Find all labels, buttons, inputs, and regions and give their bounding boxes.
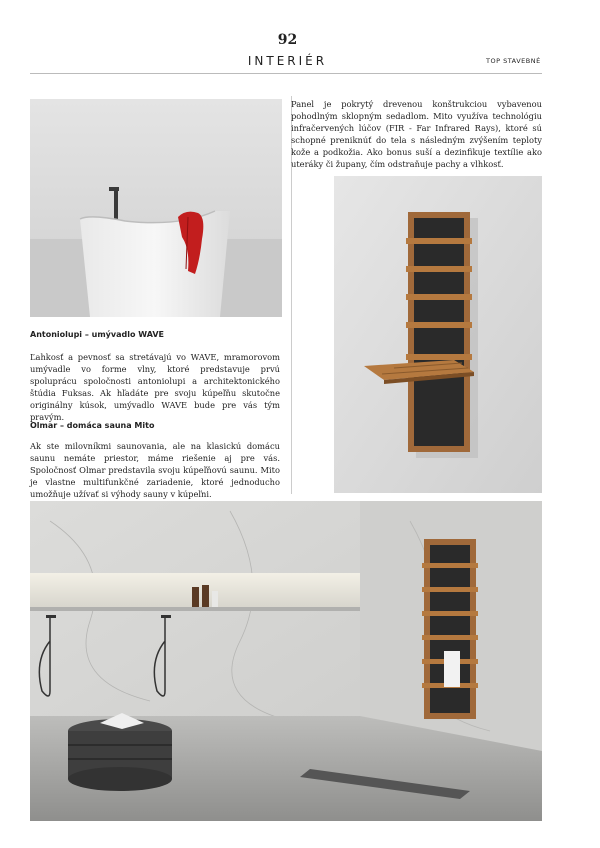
paragraph-panel: Panel je pokrytý drevenou konštrukciou vybavenou pohodlným sklopným sedadlom. Mito využíva technológiu infračervených lúčov (FIR - Far Infrared Rays), ktoré sú schopné preniknúť do tela s následným zvýšením teploty kože a podkožia. Ako bonus suší a dezinfikuje textílie ako uteráky či župany, čím odstraňuje pachy a vlhkosť.: [291, 99, 542, 169]
paragraph-wave: Ľahkosť a pevnosť sa stretávajú vo WAVE, mramorovom umývadle vo forme vlny, ktoré predstavuje prvú spoluprácu spoločnosti antoniolupi a architektonického štúdia Fuksas. Ak hľadáte pre svoju kúpeľňu skutočne originálny kúsok, umývadlo WAVE bude pre vás tým pravým.: [30, 352, 280, 422]
bathroom-scene-image: [30, 501, 542, 821]
heading-wave: Antoniolupi – umývadlo WAVE: [30, 330, 164, 339]
wave-washbasin-image: [30, 99, 282, 317]
heading-mito: Olmar – domáca sauna Mito: [30, 421, 155, 430]
header-rule: [30, 73, 542, 74]
page-number: 92: [277, 32, 298, 48]
paragraph-mito: Ak ste milovníkmi saunovania, ale na klasickú domácu saunu nemáte priestor, máme riešenie aj pre vás. Spoločnosť Olmar predstavila svoju kúpeľňovú saunu. Mito je vlastne multifunkčné zariadenie, ktoré jednoducho umožňuje užívať si výhody sauny v kúpeľni.: [30, 441, 280, 499]
mito-sauna-image: [334, 176, 542, 493]
section-title: INTERIÉR: [247, 54, 328, 68]
magazine-name: TOP STAVEBNÉ: [486, 57, 541, 65]
